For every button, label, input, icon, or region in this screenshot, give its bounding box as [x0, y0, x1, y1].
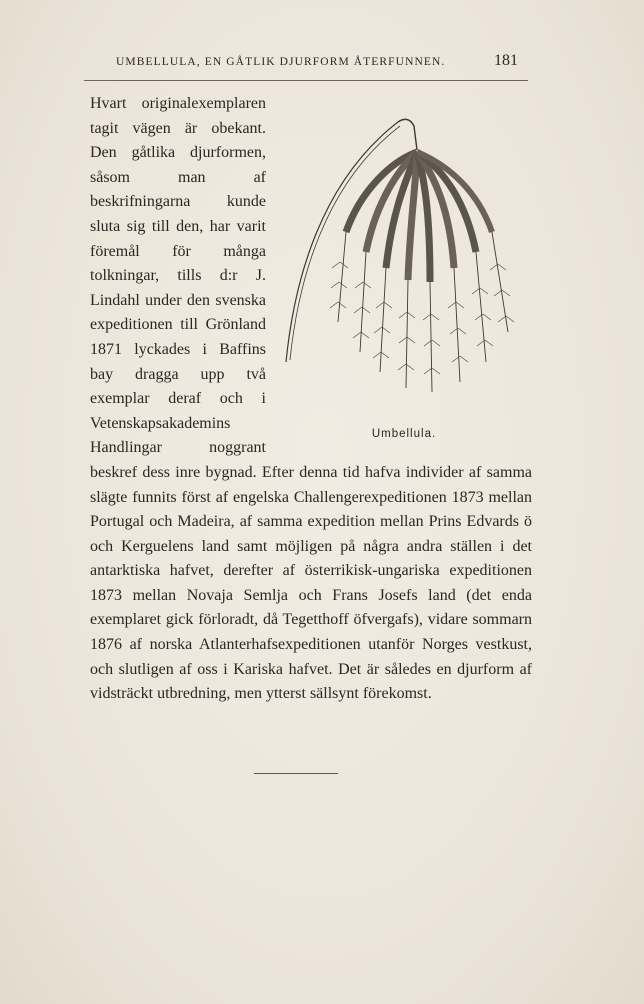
page-header — [84, 52, 528, 70]
umbellula-illustration — [280, 92, 532, 422]
body-text — [90, 92, 532, 707]
figure-caption: Umbellula. — [371, 428, 437, 440]
end-rule — [254, 773, 338, 774]
body-paragraph: Hvart originalexemplaren tagit vägen är obekant. Den gåtlika djurformen, såsom man af beskrifningarna kunde sluta sig till den, har varit föremål för många tolkningar, tills d:r J. Lindahl under den svenska expeditionen till Grönland 1871 lyckades i Baffins bay dragga upp två exemplar deraf och i Vetenskapsakademins Handlingar noggrant beskref dess inre bygnad. Efter denna tid hafva individer af samma slägte funnits först af engelska Challengerexpeditionen 1873 mellan Portugal och Madeira, af samma expedition mellan Prins Edvards ö och Kerguelens land samt möjligen på några andra ställen i det antarktiska hafvet, derefter af österrikisk-ungariska expeditionen 1873 mellan Novaja Semlja och Frans Josefs land (det enda exemplaret gick förloradt, då Tegetthoff öfvergafs), vidare sommarn 1876 af norska Atlanterhafsexpeditionen utanför Norges vestkust, och slutligen af oss i Kariska hafvet. Det är således en djurform af vidsträckt utbredning, men ytterst sällsynt förekomst. — [90, 95, 532, 703]
running-title: UMBELLULA, EN GÅTLIK DJURFORM ÅTERFUNNEN. — [116, 56, 446, 68]
header-rule — [84, 80, 528, 81]
umbellula-figure — [280, 92, 532, 452]
page-number: 181 — [494, 52, 518, 69]
